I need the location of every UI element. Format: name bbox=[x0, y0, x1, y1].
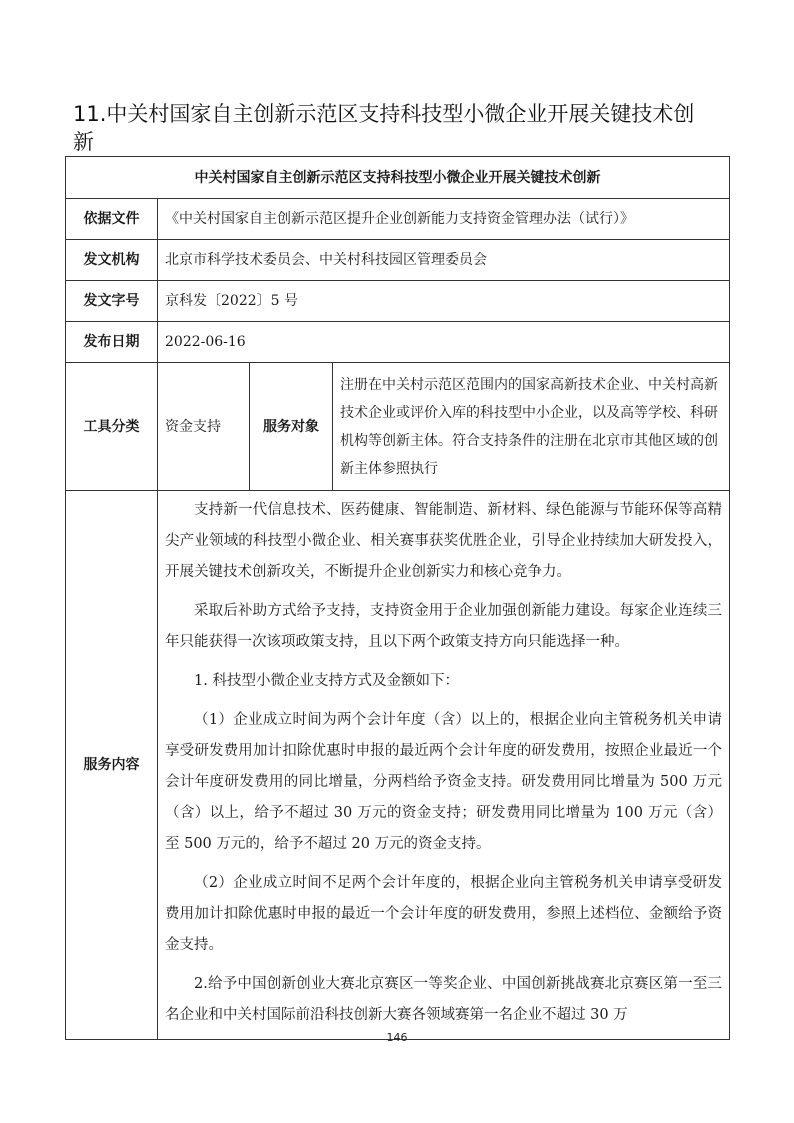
date-value: 2022-06-16 bbox=[158, 322, 730, 363]
date-row bbox=[66, 322, 730, 363]
table-title-row bbox=[66, 157, 730, 199]
content-paragraph: （2）企业成立时间不足两个会计年度的，根据企业向主管税务机关申请享受研发费用加计扣除优惠时申报的最近一个会计年度的研发费用，参照上述档位、金额给予资金支持。 bbox=[165, 875, 722, 953]
content-paragraph: 采取后补助方式给予支持，支持资金用于企业加强创新能力建设。每家企业连续三年只能获得一次该项政策支持，且以下两个政策支持方向只能选择一种。 bbox=[165, 603, 722, 650]
doc-number-row bbox=[66, 281, 730, 322]
issuer-label: 发文机构 bbox=[66, 240, 158, 281]
tool-value: 资金支持 bbox=[158, 363, 250, 491]
issuer-row bbox=[66, 240, 730, 281]
content-paragraph: 支持新一代信息技术、医药健康、智能制造、新材料、绿色能源与节能环保等高精尖产业领域的科技型小微企业、相关赛事获奖优胜企业，引导企业持续加大研发投入，开展关键技术创新攻关，不断提升企业创新实力和核心竞争力。 bbox=[165, 502, 722, 580]
doc-number-label: 发文字号 bbox=[66, 281, 158, 322]
content-paragraph: （1）企业成立时间为两个会计年度（含）以上的，根据企业向主管税务机关申请享受研发费用加计扣除优惠时申报的最近两个会计年度的研发费用，按照企业最近一个会计年度研发费用的同比增量，分两档给予资金支持。研发费用同比增量为 500 万元（含）以上，给予不超过 30 万元的资金支持；研发费用同比增量为 100 万元（含）至 500 万元的，给予不超过 20 万元的资金支持。 bbox=[165, 712, 722, 852]
policy-table bbox=[65, 156, 730, 1040]
basis-row bbox=[66, 199, 730, 240]
page-number: 146 bbox=[386, 1031, 408, 1044]
content-label: 服务内容 bbox=[66, 491, 158, 1040]
issuer-value: 北京市科学技术委员会、中关村科技园区管理委员会 bbox=[158, 240, 730, 281]
content-paragraph: 2.给予中国创新创业大赛北京赛区一等奖企业、中国创新挑战赛北京赛区第一至三名企业和中关村国际前沿科技创新大赛各领域赛第一名企业不超过 30 万 bbox=[165, 976, 722, 1023]
basis-value: 《中关村国家自主创新示范区提升企业创新能力支持资金管理办法（试行）》 bbox=[158, 199, 730, 240]
content-row bbox=[66, 491, 730, 1040]
doc-number-value: 京科发〔2022〕5 号 bbox=[158, 281, 730, 322]
content-body bbox=[158, 491, 730, 1040]
tool-row bbox=[66, 363, 730, 491]
table-title: 中关村国家自主创新示范区支持科技型小微企业开展关键技术创新 bbox=[66, 157, 730, 199]
section-heading: 11.中关村国家自主创新示范区支持科技型小微企业开展关键技术创新 bbox=[73, 102, 695, 154]
content-paragraph: 1. 科技型小微企业支持方式及金额如下： bbox=[194, 673, 459, 689]
tool-label: 工具分类 bbox=[66, 363, 158, 491]
basis-label: 依据文件 bbox=[66, 199, 158, 240]
target-label: 服务对象 bbox=[250, 363, 333, 491]
target-value: 注册在中关村示范区范围内的国家高新技术企业、中关村高新技术企业或评价入库的科技型中小企业，以及高等学校、科研机构等创新主体。符合支持条件的注册在北京市其他区域的创新主体参照执行 bbox=[333, 363, 730, 491]
date-label: 发布日期 bbox=[66, 322, 158, 363]
